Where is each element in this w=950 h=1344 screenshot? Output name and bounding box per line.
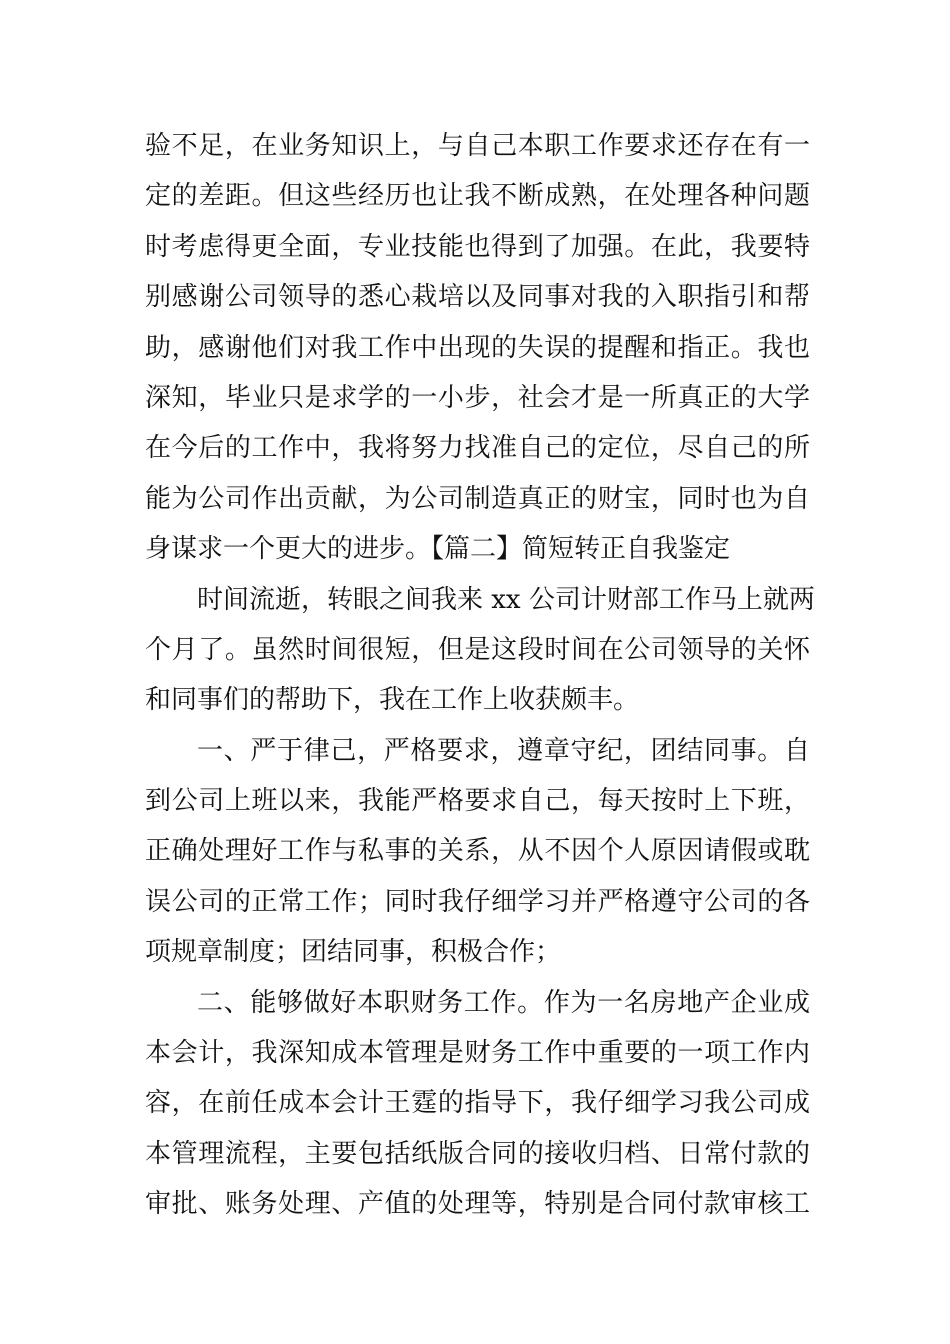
text-line: 在今后的工作中，我将努力找准自己的定位，尽自己的所 (145, 433, 810, 464)
text-line: 深知，毕业只是求学的一小步，社会才是一所真正的大学 (145, 382, 810, 413)
paragraph-start-line: 时间流逝，转眼之间我来 xx 公司计财部工作马上就两 (197, 584, 815, 615)
text-line: 助，感谢他们对我工作中出现的失误的提醒和指正。我也 (145, 332, 810, 363)
paragraph-end-line: 项规章制度；团结同事，积极合作； (145, 937, 562, 968)
text-line: 定的差距。但这些经历也让我不断成熟，在处理各种问题 (145, 181, 810, 212)
text-line: 本会计，我深知成本管理是财务工作中重要的一项工作内 (145, 1038, 810, 1069)
paragraph-end-line: 和同事们的帮助下，我在工作上收获颇丰。 (145, 685, 640, 716)
text-line: 能为公司作出贡献，为公司制造真正的财宝，同时也为自 (145, 483, 810, 514)
text-line: 验不足，在业务知识上，与自己本职工作要求还存在有一 (145, 131, 810, 161)
text-line: 误公司的正常工作；同时我仔细学习并严格遵守公司的各 (145, 886, 810, 917)
text-line: 时考虑得更全面，专业技能也得到了加强。在此，我要特 (145, 231, 810, 262)
paragraph-start-line: 二、能够做好本职财务工作。作为一名房地产企业成 (197, 987, 810, 1018)
text-line: 容，在前任成本会计王霆的指导下，我仔细学习我公司成 (145, 1088, 810, 1119)
text-line: 到公司上班以来，我能严格要求自己，每天按时上下班， (145, 786, 810, 817)
body-text (145, 121, 815, 1230)
text-line: 别感谢公司领导的悉心栽培以及同事对我的入职指引和帮 (145, 282, 810, 313)
text-line-section-heading: 身谋求一个更大的进步。【篇二】简短转正自我鉴定 (145, 534, 731, 565)
text-line: 个月了。虽然时间很短，但是这段时间在公司领导的关怀 (145, 634, 810, 665)
paragraph-start-line: 一、严于律己，严格要求，遵章守纪，团结同事。自 (197, 735, 810, 766)
text-line: 正确处理好工作与私事的关系，从不因个人原因请假或耽 (145, 836, 810, 867)
text-line: 审批、账务处理、产值的处理等，特别是合同付款审核工 (145, 1189, 810, 1220)
text-line: 本管理流程，主要包括纸版合同的接收归档、日常付款的 (145, 1138, 810, 1169)
